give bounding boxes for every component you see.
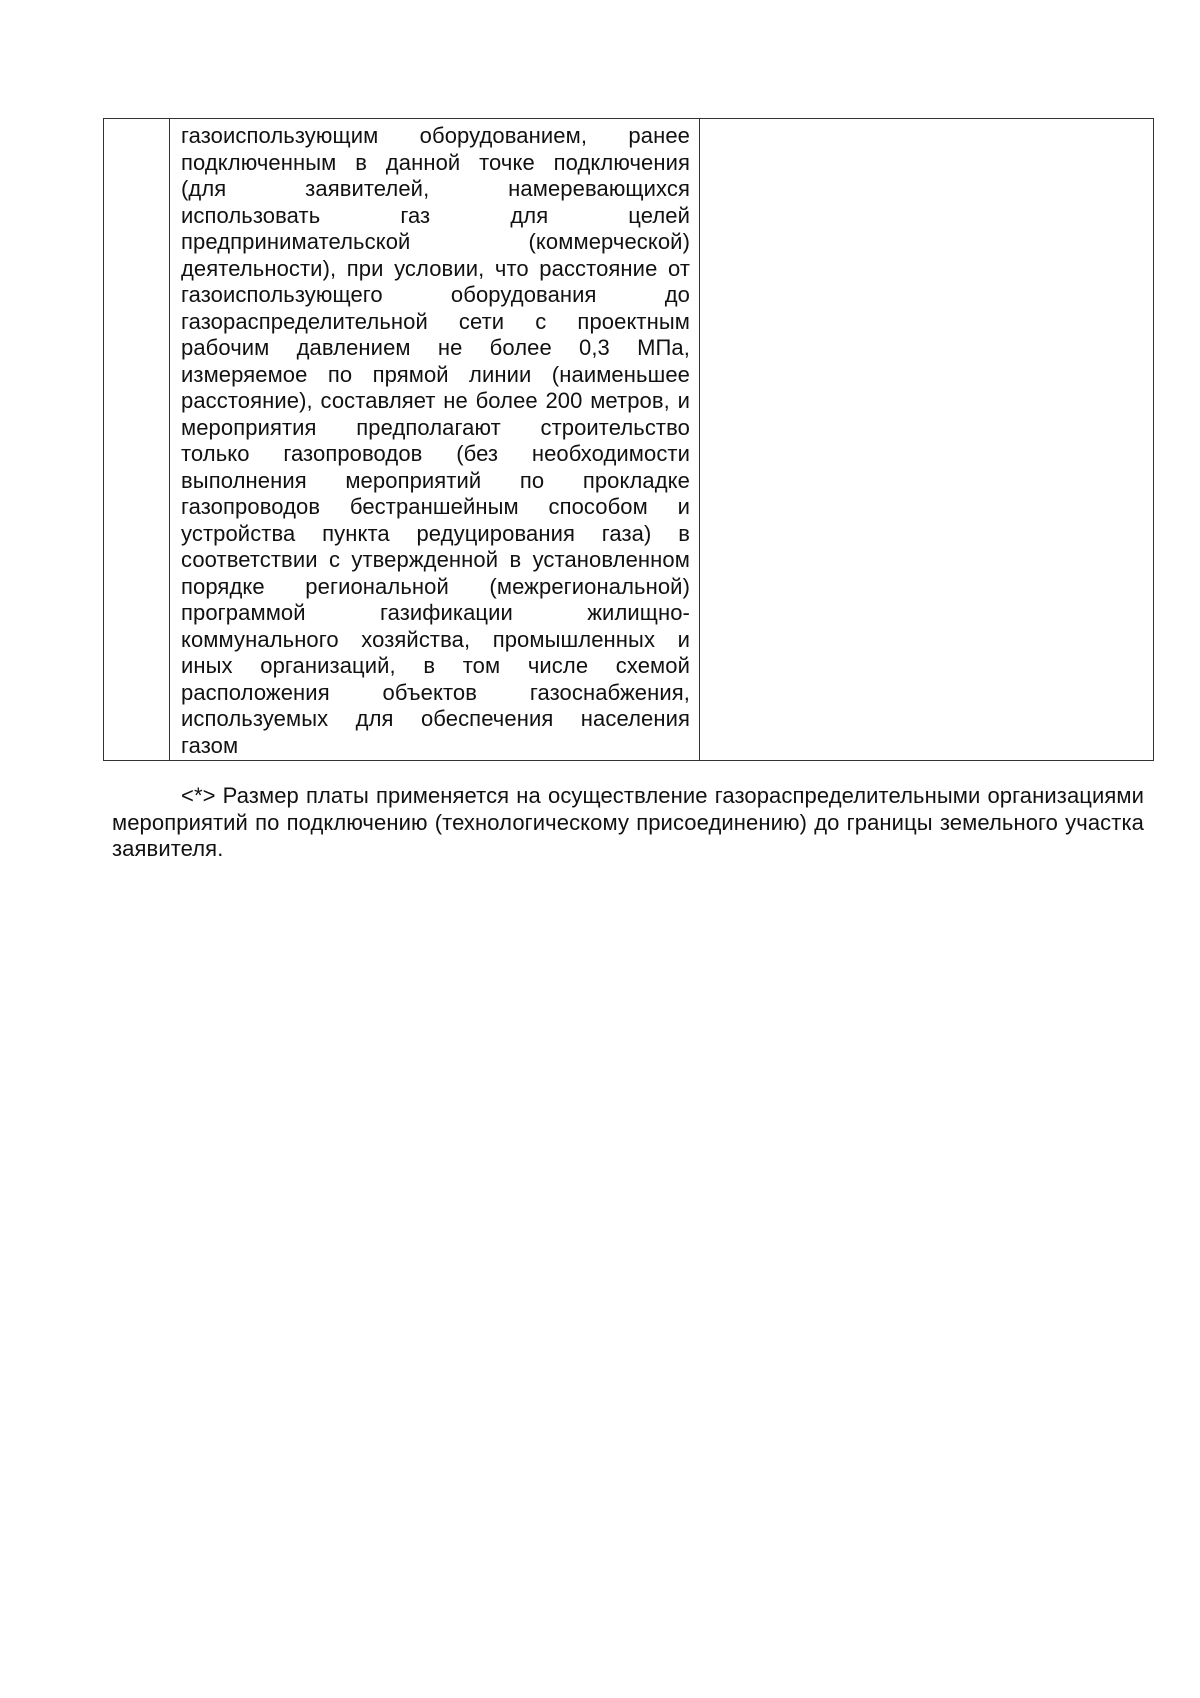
table-row [104,119,1154,761]
row-description: газоиспользующим оборудованием, ранее подключенным в данной точке подключения (для заявителей, намеревающихся использовать газ для целей предпринимательской (коммерческой) деятельности), при условии, что расстояние от газоиспользующего оборудования до газораспределительной сети с проектным рабочим давлением не более 0,3 МПа, измеряемое по прямой линии (наименьшее расстояние), составляет не более 200 метров, и мероприятия предполагают строительство только газопроводов (без необходимости выполнения мероприятий по прокладке газопроводов бестраншейным способом и устройства пункта редуцирования газа) в соответствии с утвержденной в установленном порядке региональной (межрегиональной) программой газификации жилищно-коммунального хозяйства, промышленных и иных организаций, в том числе схемой расположения объектов газоснабжения, используемых для обеспечения населения газом [181,123,690,758]
fee-table [103,118,1154,761]
row-description-cell [170,119,700,761]
row-value-cell [700,119,1154,761]
footnote: <*> Размер платы применяется на осуществление газораспределительными организациями мероприятий по подключению (технологическому присоединению) до границы земельного участка заявителя. [112,783,1144,861]
row-number-cell [104,119,170,761]
